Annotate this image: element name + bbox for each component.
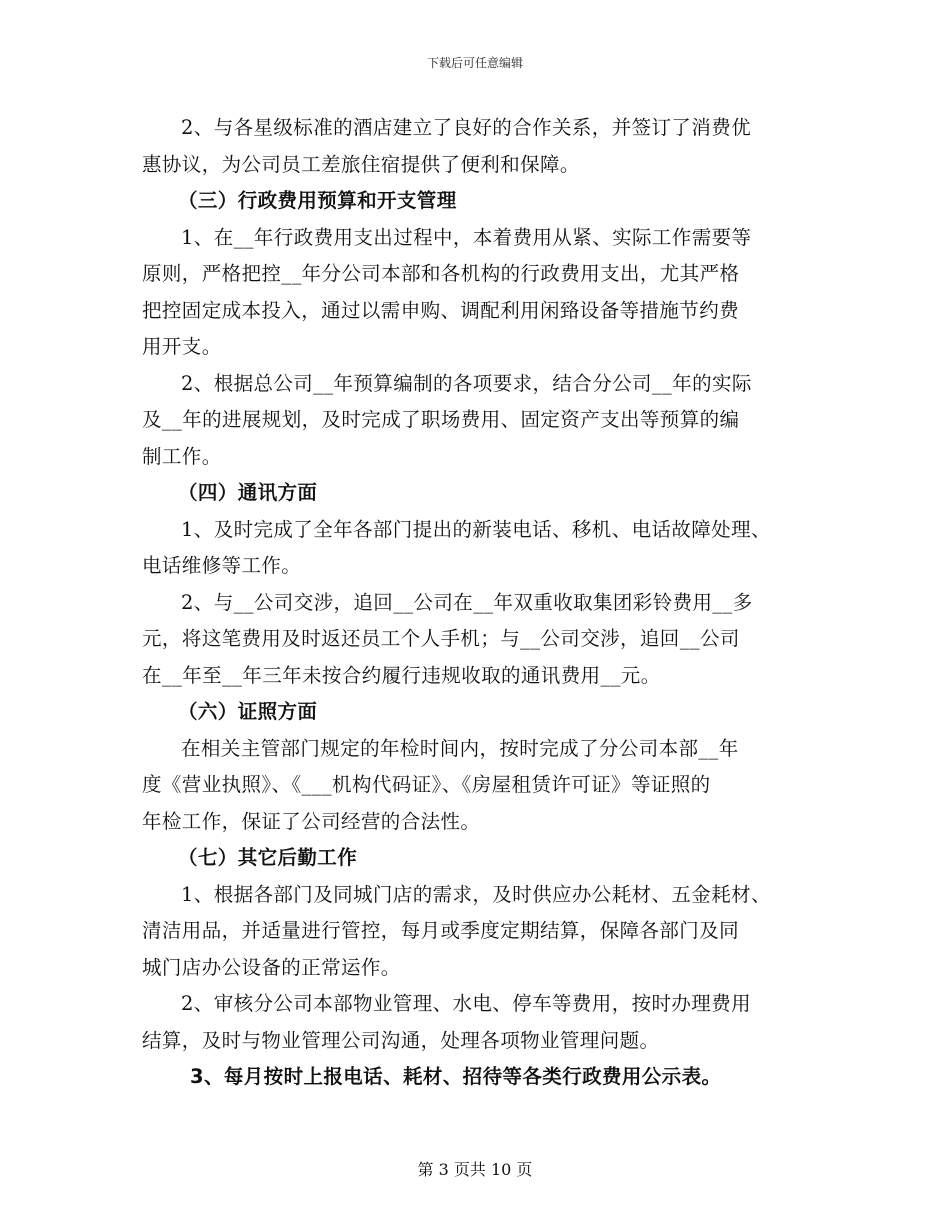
text-line: 2、审核分公司本部物业管理、水电、停车等费用，按时办理费用 xyxy=(181,992,752,1015)
section-heading-communications: （四）通讯方面 xyxy=(178,481,318,504)
text-line: 在__年至__年三年未按合约履行违规收取的通讯费用__元。 xyxy=(142,663,661,687)
text-line: 2、与各星级标准的酒店建立了良好的合作关系，并签订了消费优 xyxy=(181,116,752,139)
text-line: 结算，及时与物业管理公司沟通，处理各项物业管理问题。 xyxy=(142,1028,660,1052)
section-heading-other-logistics: （七）其它后勤工作 xyxy=(178,846,358,869)
text-line: 度《营业执照》、《___机构代码证》、《房屋租赁许可证》等证照的 xyxy=(142,773,711,796)
page-header-note: 下载后可任意编辑 xyxy=(426,56,523,70)
text-line: 制工作。 xyxy=(142,444,222,468)
text-line: 城门店办公设备的正常运作。 xyxy=(142,955,401,979)
paragraph-fee-recovery xyxy=(142,585,822,695)
document-body xyxy=(142,110,822,1096)
text-line: 把控固定成本投入，通过以需申购、调配利用闲臵设备等措施节约费 xyxy=(142,298,740,322)
section-heading-licenses: （六）证照方面 xyxy=(178,700,318,723)
text-line: 1、在__年行政费用支出过程中，本着费用从紧、实际工作需要等 xyxy=(181,225,752,249)
text-line: 惠协议，为公司员工差旅住宿提供了便利和保障。 xyxy=(142,152,580,176)
page-number-footer: 第 3 页共 10 页 xyxy=(417,1160,533,1179)
paragraph-hotel-agreement xyxy=(142,110,822,183)
paragraph-property-fees xyxy=(142,986,822,1059)
text-line: 及__年的进展规划，及时完成了职场费用、固定资产支出等预算的编 xyxy=(142,408,740,431)
text-line: 2、与__公司交涉，追回__公司在__年双重收取集团彩铃费用__多 xyxy=(181,590,753,614)
text-line: 电话维修等工作。 xyxy=(142,554,302,577)
paragraph-monthly-report xyxy=(142,1059,822,1096)
text-line: 原则，严格把控__年分公司本部和各机构的行政费用支出，尤其严格 xyxy=(142,262,740,285)
paragraph-budget-preparation xyxy=(142,366,822,476)
paragraph-annual-inspection xyxy=(142,731,822,841)
paragraph-supplies xyxy=(142,877,822,987)
text-line: 2、根据总公司__年预算编制的各项要求，结合分公司__年的实际 xyxy=(181,371,752,395)
text-line: 清洁用品，并适量进行管控，每月或季度定期结算，保障各部门及同 xyxy=(142,919,740,942)
text-line: 元，将这笔费用及时返还员工个人手机；与__公司交涉，追回__公司 xyxy=(142,627,740,650)
text-line: 在相关主管部门规定的年检时间内，按时完成了分公司本部__年 xyxy=(181,736,739,760)
text-line: 年检工作，保证了公司经营的合法性。 xyxy=(142,809,481,833)
text-line: 3、每月按时上报电话、耗材、招待等各类行政费用公示表。 xyxy=(190,1065,722,1088)
text-line: 1、根据各部门及同城门店的需求，及时供应办公耗材、五金耗材、 xyxy=(181,882,771,906)
section-heading-admin-budget: （三）行政费用预算和开支管理 xyxy=(178,189,457,212)
text-line: 用开支。 xyxy=(142,335,222,358)
paragraph-expense-control xyxy=(142,220,822,366)
paragraph-phone-work xyxy=(142,512,822,585)
text-line: 1、及时完成了全年各部门提出的新装电话、移机、电话故障处理、 xyxy=(181,517,771,541)
